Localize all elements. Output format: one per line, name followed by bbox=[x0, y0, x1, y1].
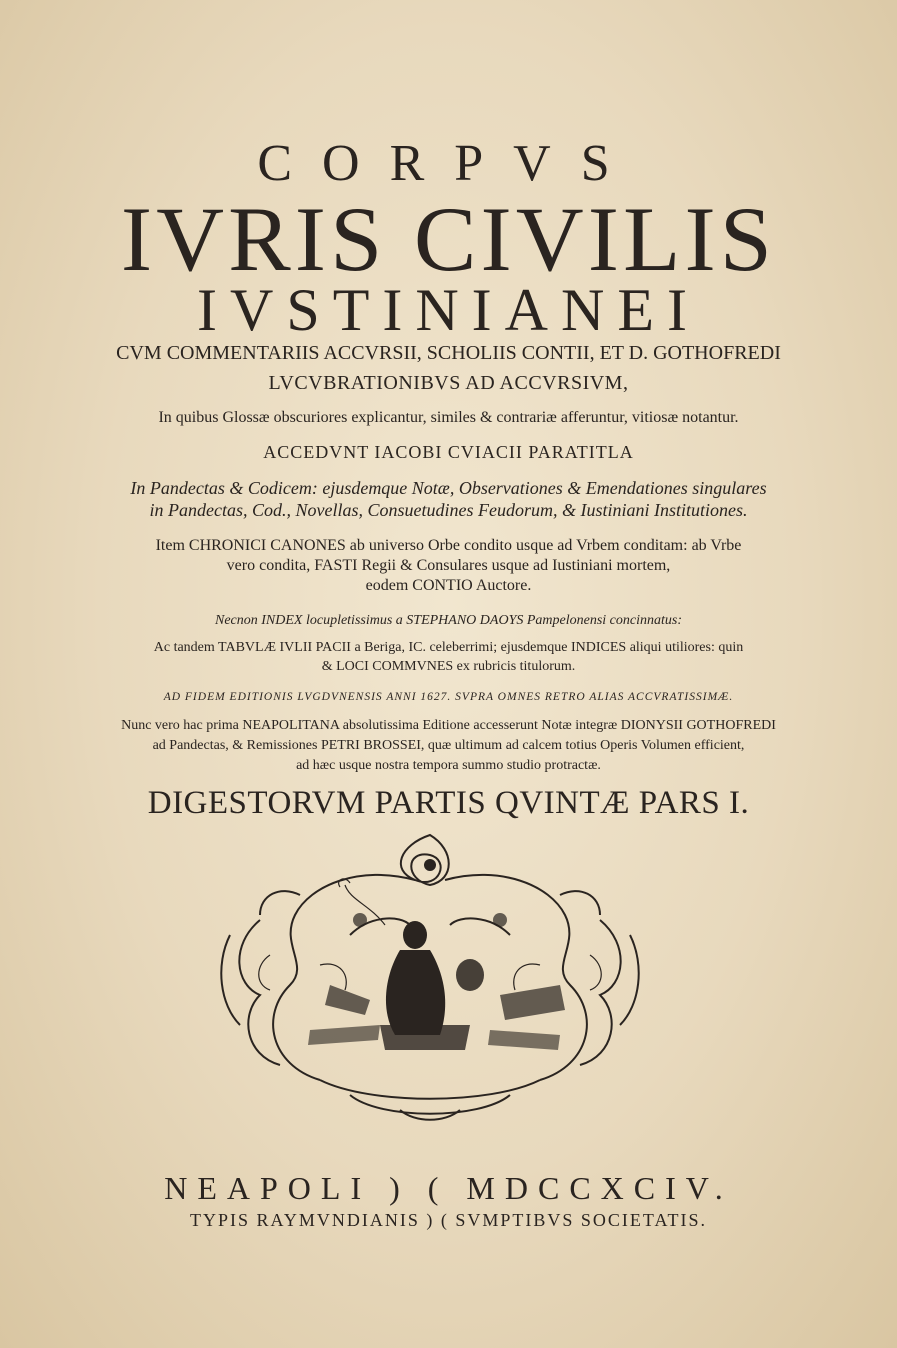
imprint-place-date: NEAPOLI ) ( MDCCXCIV. bbox=[164, 1170, 733, 1206]
accedunt-cuiacii: ACCEDVNT IACOBI CVIACII PARATITLA bbox=[263, 442, 634, 462]
nunc-vero-line-2: ad Pandectas, & Remissiones PETRI BROSSEI, quæ ultimum ad calcem totius Operis Volumen efficient, bbox=[152, 738, 745, 753]
imprint-printer: TYPIS RAYMVNDIANIS ) ( SVMPTIBVS SOCIETATIS. bbox=[190, 1210, 707, 1230]
tabulae-line-2: & LOCI COMMVNES ex rubricis titulorum. bbox=[321, 659, 576, 674]
chronici-line-1: Item CHRONICI CANONES ab universo Orbe condito usque ad Vrbem conditam: ab Vrbe bbox=[155, 537, 742, 554]
nunc-vero-line-3: ad hæc usque nostra tempora summo studio protractæ. bbox=[296, 758, 601, 773]
chronici-line-2: vero condita, FASTI Regii & Consulares usque ad Iustiniani mortem, bbox=[226, 557, 671, 574]
fidem-editionis-line: AD FIDEM EDITIONIS LVGDVNENSIS ANNI 1627. SVPRA OMNES RETRO ALIAS ACCVRATISSIMÆ. bbox=[163, 691, 734, 703]
pandects-line-2: in Pandectas, Cod., Novellas, Consuetudines Feudorum, & Iustiniani Institutiones. bbox=[149, 500, 748, 520]
index-line: Necnon INDEX locupletissimus a STEPHANO DAOYS Pampelonensi concinnatus: bbox=[214, 613, 682, 628]
volume-heading: DIGESTORVM PARTIS QVINTÆ PARS I. bbox=[147, 785, 750, 821]
chronici-line-3: eodem CONTIO Auctore. bbox=[365, 577, 532, 594]
tabulae-line-1: Ac tandem TABVLÆ IVLII PACII a Beriga, IC. celeberrimi; ejusdemque INDICES aliqui utiliores: quin bbox=[153, 640, 744, 655]
title-iuris-civilis: IVRIS CIVILIS bbox=[120, 188, 777, 290]
pandects-line-1: In Pandectas & Codicem: ejusdemque Notæ, Observationes & Emendationes singulares bbox=[130, 478, 767, 498]
nunc-vero-line-1: Nunc vero hac prima NEAPOLITANA absolutissima Editione accesserunt Notæ integræ DIONYSII GOTHOFREDI bbox=[121, 718, 776, 733]
engraved-vignette bbox=[200, 825, 660, 1125]
subtitle-lucubrationibus: LVCVBRATIONIBVS AD ACCVRSIVM, bbox=[268, 372, 629, 394]
title-corpus: CORPVS bbox=[257, 135, 640, 192]
subtitle-commentariis: CVM COMMENTARIIS ACCVRSII, SCHOLIIS CONTII, ET D. GOTHOFREDI bbox=[116, 342, 781, 364]
description-glossae: In quibus Glossæ obscuriores explicantur, similes & contrariæ afferuntur, vitiosæ notantur. bbox=[158, 409, 739, 426]
title-iustinianei: IVSTINIANEI bbox=[197, 277, 700, 343]
